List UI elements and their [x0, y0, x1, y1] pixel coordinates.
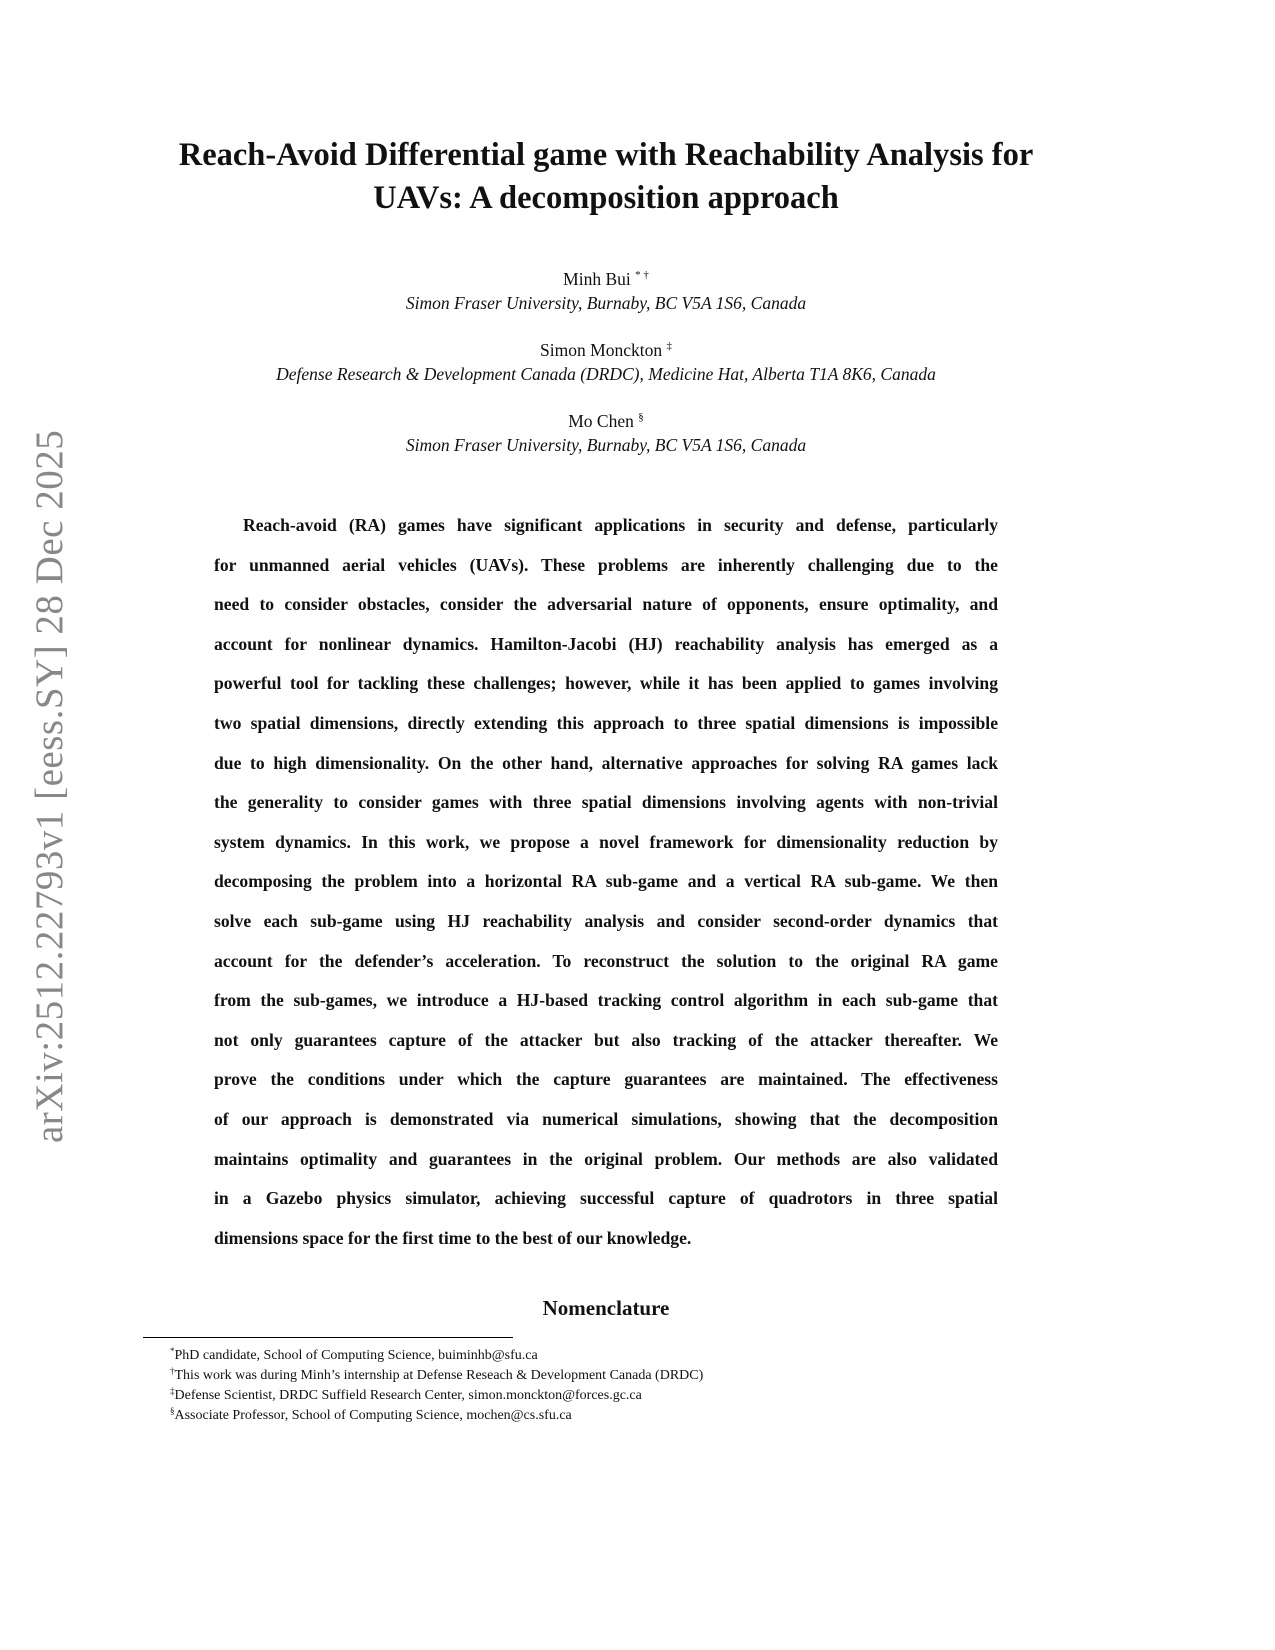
- abstract-line: not only guarantees capture of the attacker but also tracking of the attacker thereafter. We: [214, 1029, 998, 1050]
- abstract-line: two spatial dimensions, directly extending this approach to three spatial dimensions is impossible: [214, 712, 998, 733]
- abstract-line: system dynamics. In this work, we propose a novel framework for dimensionality reduction by: [214, 831, 998, 852]
- abstract-line: the generality to consider games with three spatial dimensions involving agents with non-trivial: [214, 792, 998, 813]
- footnote-text: This work was during Minh’s internship at Defense Reseach & Development Canada (DRDC): [174, 1368, 704, 1383]
- footnote-text: Defense Scientist, DRDC Suffield Research Center, simon.monckton@forces.gc.ca: [174, 1388, 642, 1403]
- footnote-mark: †: [170, 1366, 175, 1376]
- footnote-rule: [143, 1337, 513, 1338]
- abstract-line: decomposing the problem into a horizontal RA sub-game and a vertical RA sub-game. We then: [214, 871, 998, 892]
- abstract-line: account for nonlinear dynamics. Hamilton-Jacobi (HJ) reachability analysis has emerged as a: [214, 633, 998, 654]
- footnote-mark: *: [170, 1346, 175, 1356]
- abstract-line: account for the defender’s acceleration. To reconstruct the solution to the original RA game: [214, 950, 998, 971]
- abstract-line: Reach-avoid (RA) games have significant applications in security and defense, particularly: [243, 515, 998, 535]
- abstract-line: solve each sub-game using HJ reachability analysis and consider second-order dynamics that: [214, 910, 998, 931]
- author-block: [100, 334, 1112, 386]
- abstract-line: need to consider obstacles, consider the adversarial nature of opponents, ensure optimality, and: [214, 594, 998, 615]
- abstract: [214, 511, 998, 1263]
- author-name: Simon Monckton: [540, 340, 663, 360]
- title-line-1: Reach-Avoid Differential game with Reachability Analysis for: [178, 137, 1034, 173]
- author-affiliation: Defense Research & Development Canada (DRDC), Medicine Hat, Alberta T1A 8K6, Canada: [276, 364, 936, 384]
- footnote-text: Associate Professor, School of Computing Science, mochen@cs.sfu.ca: [174, 1408, 572, 1423]
- paper-title: [140, 134, 1072, 220]
- author-marks: * †: [635, 269, 649, 281]
- abstract-line: for unmanned aerial vehicles (UAVs). These problems are inherently challenging due to the: [214, 554, 998, 575]
- abstract-line: in a Gazebo physics simulator, achieving successful capture of quadrotors in three spatial: [214, 1188, 998, 1209]
- author-block: [100, 263, 1112, 315]
- abstract-line: maintains optimality and guarantees in the original problem. Our methods are also validated: [214, 1148, 998, 1169]
- abstract-line: due to high dimensionality. On the other hand, alternative approaches for solving RA games lack: [214, 752, 998, 773]
- footnote-mark: ‡: [170, 1386, 175, 1396]
- arxiv-identifier: arXiv:2512.22793v1 [eess.SY] 28 Dec 2025: [28, 429, 71, 1143]
- author-name: Minh Bui: [563, 269, 631, 289]
- footnote-mark: §: [170, 1406, 175, 1416]
- section-heading-nomenclature: Nomenclature: [542, 1296, 670, 1320]
- author-marks: ‡: [666, 340, 672, 352]
- author-affiliation: Simon Fraser University, Burnaby, BC V5A 1S6, Canada: [405, 435, 807, 455]
- abstract-line: from the sub-games, we introduce a HJ-based tracking control algorithm in each sub-game that: [214, 990, 998, 1011]
- author-marks: §: [638, 411, 644, 423]
- footnote: [170, 1401, 572, 1426]
- abstract-line: powerful tool for tackling these challenges; however, while it has been applied to games involving: [214, 673, 998, 694]
- abstract-line: dimensions space for the first time to the best of our knowledge.: [214, 1227, 692, 1248]
- footnote-text: PhD candidate, School of Computing Science, buiminhb@sfu.ca: [174, 1348, 538, 1363]
- author-name: Mo Chen: [568, 411, 634, 431]
- abstract-line: of our approach is demonstrated via numerical simulations, showing that the decomposition: [214, 1108, 998, 1129]
- author-affiliation: Simon Fraser University, Burnaby, BC V5A 1S6, Canada: [405, 293, 807, 313]
- author-block: [100, 405, 1112, 457]
- title-line-2: UAVs: A decomposition approach: [373, 180, 839, 216]
- abstract-line: prove the conditions under which the capture guarantees are maintained. The effectiveness: [214, 1069, 998, 1090]
